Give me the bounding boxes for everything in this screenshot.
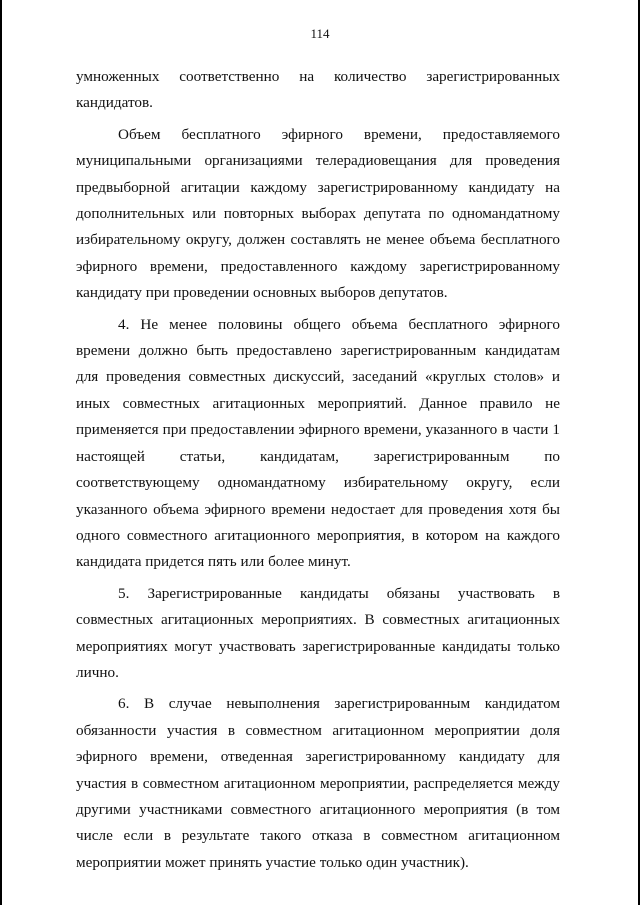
paragraph-free-airtime-volume: Объем бесплатного эфирного времени, предоставляемого муниципальными организациями телерадиовещания для проведения предвыборной агитации каждому зарегистрированному кандидату на дополнительных или повторных выборах депутата по одномандатному избирательному округу, должен составлять не менее объема бесплатного эфирного времени, предоставленного каждому зарегистрированному кандидату при проведении основных выборов депутатов. (76, 125, 560, 302)
scan-left-border (0, 0, 2, 905)
page-number: 114 (310, 26, 330, 41)
paragraph-item-6: 6. В случае невыполнения зарегистрированным кандидатом обязанности участия в совместном агитационном мероприятии доля эфирного времени, отведенная зарегистрированному кандидату для участия в совместном агитационном мероприятии, распределяется между другими участниками совместного агитационного мероприятия (в том числе если в результате такого отказа в совместном агитационном мероприятии может принять участие только один участник). (76, 695, 560, 871)
paragraph-continuation: умноженных соответственно на количество зарегистрированных кандидатов. (76, 68, 560, 112)
paragraph-item-5: 5. Зарегистрированные кандидаты обязаны участвовать в совместных агитационных мероприятиях. В совместных агитационных мероприятиях могут участвовать зарегистрированные кандидаты только лично. (76, 584, 560, 681)
document-body (76, 64, 560, 876)
paragraph-item-4: 4. Не менее половины общего объема бесплатного эфирного времени должно быть предоставлено зарегистрированным кандидатам для проведения совместных дискуссий, заседаний «круглых столов» и иных совместных агитационных мероприятий. Данное правило не применяется при предоставлении эфирного времени, указанного в части 1 настоящей статьи, кандидатам, зарегистрированным по соответствующему одномандатному избирательному округу, если указанного объема эфирного времени недостает для проведения хотя бы одного совместного агитационного мероприятия, в котором на каждого кандидата придется пять или более минут. (76, 315, 560, 571)
